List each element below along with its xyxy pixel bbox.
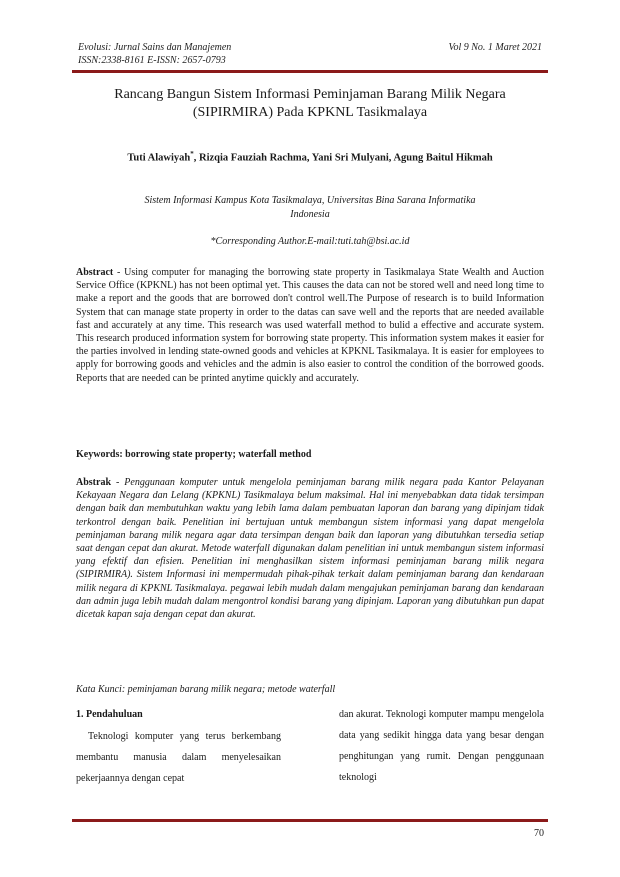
abstract-label: Abstract — [76, 267, 114, 278]
first-author: Tuti Alawiyah — [127, 152, 191, 164]
header-rule — [72, 70, 548, 73]
author-list — [75, 150, 545, 164]
corresponding-mark: * — [190, 150, 194, 158]
abstrak-text: - Penggunaan komputer untuk mengelola peminjaman barang milik negara pada Kantor Pelayanan Kekayaan Negara dan Lelang (KPKNL) Tasikmalaya belum maksimal. Hal ini menyebabkan data tidak tersimpan dengan baik dan membutuhkan waktu yang lebih lama dalam pembuatan laporan dan barang yang dipinjam tidak terkontrol dengan baik. Penelitian ini bertujuan untuk membangun sistem informasi yang dapat mengelola peminjaman barang milik negara agar data tersimpan dengan baik dan laporan yang dibutuhkan tersedia setiap saat dengan cepat dan akurat. Metode waterfall digunakan dalam penelitian ini untuk membangun sistem informasi yang efektif dan efisien. Penelitian ini menghasilkan sistem informasi peminjaman barang milik negara (SIPIRMIRA). Sistem Informasi ini mempermudah pihak-pihak terkait dalam peminjaman barang dan kendaraan milik negara di KPKNL Tasikmalaya. pegawai lebih mudah dalam mengajukan peminjaman barang dan kendaraan dan admin juga lebih mudah dalam mengontrol kondisi barang yang dipinjam. Laporan yang dibutuhkan pun dapat dicetak kapan saja dengan cepat dan akurat. — [76, 477, 544, 621]
abstract-english — [76, 266, 544, 385]
issue-info: Vol 9 No. 1 Maret 2021 — [448, 42, 542, 53]
section-heading: 1. Pendahuluan — [76, 709, 143, 720]
title-line-1: Rancang Bangun Sistem Informasi Peminjaman Barang Milik Negara — [114, 87, 506, 102]
footer-rule — [72, 819, 548, 822]
column-right — [339, 708, 544, 788]
affiliation — [100, 194, 520, 222]
keywords-indonesian: Kata Kunci: peminjaman barang milik negara; metode waterfall — [76, 684, 336, 695]
title-line-2: (SIPIRMIRA) Pada KPKNL Tasikmalaya — [192, 105, 428, 120]
affiliation-line-2: Indonesia — [290, 209, 330, 220]
column-left — [76, 708, 281, 789]
other-authors: , Rizqia Fauziah Rachma, Yani Sri Mulyani, Agung Baitul Hikmah — [193, 152, 493, 164]
issn-line: ISSN:2338-8161 E-ISSN: 2657-0793 — [78, 55, 226, 66]
keywords-english: Keywords: borrowing state property; waterfall method — [76, 449, 312, 460]
corresponding-author: *Corresponding Author.E-mail:tuti.tah@bsi.ac.id — [210, 236, 410, 247]
affiliation-line-1: Sistem Informasi Kampus Kota Tasikmalaya, Universitas Bina Sarana Informatika — [144, 195, 476, 206]
intro-text-right: dan akurat. Teknologi komputer mampu mengelola data yang sedikit hingga data yang besar dengan penghitungan yang rumit. Dengan penggunaan teknologi — [339, 709, 544, 783]
abstract-text: - Using computer for managing the borrowing state property in Tasikmalaya State Wealth and Auction Service Office (KPKNL) has not been optimal yet. This causes the data can not be stored well and need long time to make a report and the goods that are borrowed don't control well.The Purpose of research is to build Information System that can manage state property in order to the datas can save well and the reports that are needed available fast and accurately at any time. This research was used waterfall method to bulid a effective and accurate system. This research produced information system for borrowing state property. This information system makes it easier for the parties involved in lending state-owned goods and vehicles at KPKNL Tasikmalaya. It is easier for employees to apply for borrowing goods and vehicles and the admin is also easier to control the condition of the borrowed goods. Reports that are needed can be printed anytime quickly and accurately. — [76, 267, 544, 384]
abstract-indonesian — [76, 476, 544, 621]
page-number: 70 — [534, 828, 544, 839]
intro-text-left: Teknologi komputer yang terus berkembang membantu manusia dalam menyelesaikan pekerjaannya dengan cepat — [76, 731, 281, 784]
paper-title — [85, 86, 535, 122]
running-header — [78, 41, 542, 67]
journal-name: Evolusi: Jurnal Sains dan Manajemen — [78, 42, 232, 53]
abstrak-label: Abstrak — [76, 477, 112, 488]
